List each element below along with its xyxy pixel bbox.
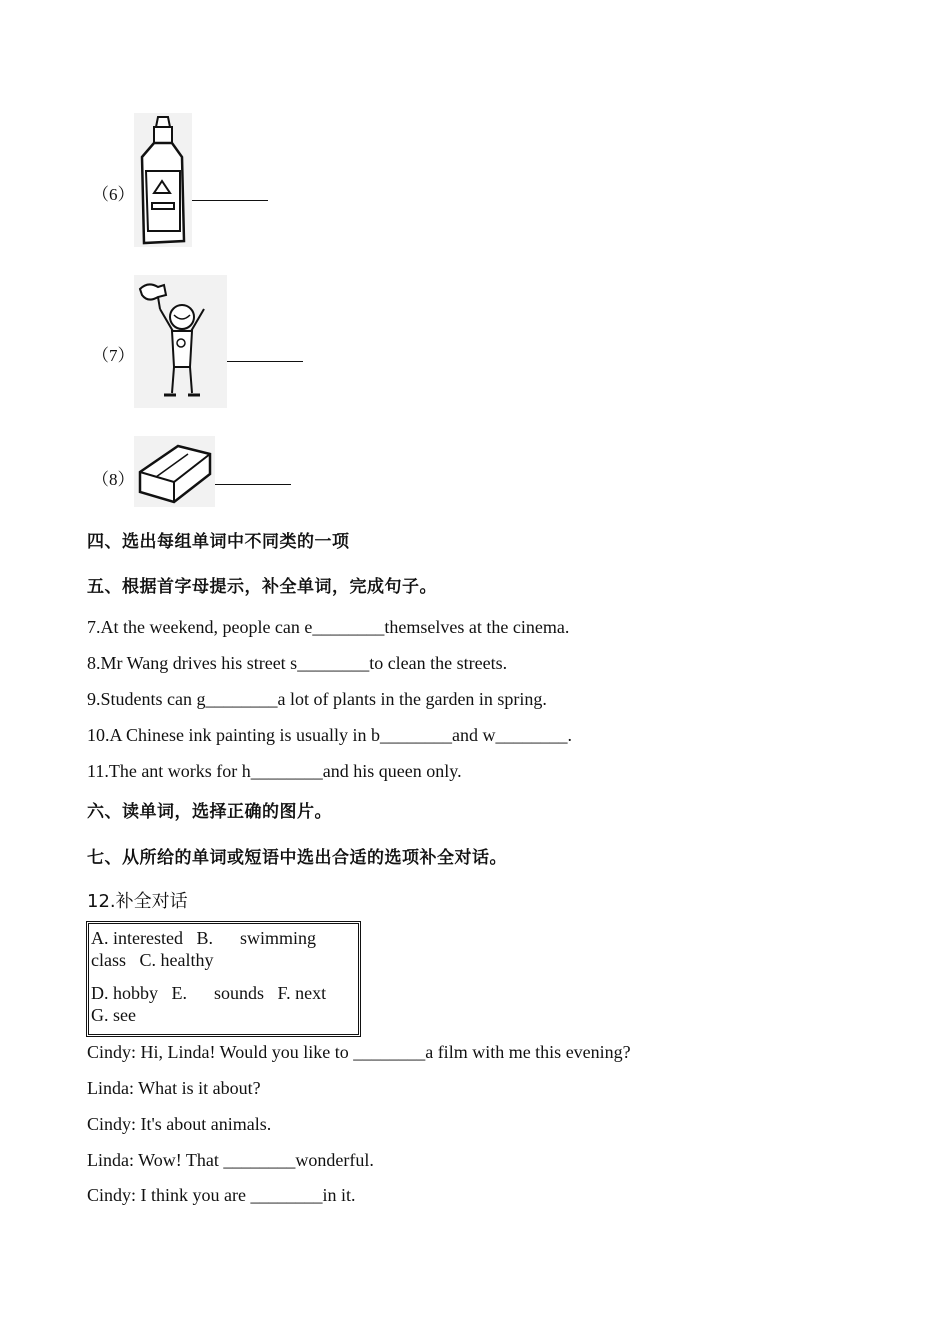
- item-8-label: （8）: [92, 470, 135, 489]
- options-line-4: G. see: [91, 1005, 136, 1025]
- dialogue-line-3: Cindy: It's about animals.: [87, 1114, 272, 1134]
- item-7-label: （7）: [92, 346, 135, 365]
- question-12-title: [87, 887, 188, 913]
- options-line-2: class C. healthy: [91, 950, 214, 970]
- dialogue-line-2: Linda: What is it about?: [87, 1078, 261, 1098]
- section-seven-heading: 七、从所给的单词或短语中选出合适的选项补全对话。: [87, 848, 507, 868]
- eraser-icon: [134, 436, 215, 507]
- section-five-heading: 五、根据首字母提示，补全单词，完成句子。: [87, 577, 437, 597]
- section-six-heading: 六、读单词，选择正确的图片。: [87, 802, 332, 822]
- dialogue-line-4: Linda: Wow! That ________wonderful.: [87, 1150, 374, 1170]
- item-6-label: （6）: [92, 185, 135, 204]
- dialogue-line-1: Cindy: Hi, Linda! Would you like to ________a film with me this evening?: [87, 1042, 631, 1062]
- options-line-1: A. interested B. swimming: [91, 928, 316, 948]
- glue-bottle-icon: [134, 113, 192, 247]
- section-four-heading: 四、选出每组单词中不同类的一项: [87, 532, 350, 552]
- options-box: [86, 921, 361, 1037]
- dialogue-line-5: Cindy: I think you are ________in it.: [87, 1185, 356, 1205]
- question-12-title-text: 12.补全对话: [87, 891, 188, 912]
- item-7-answer-blank[interactable]: [227, 347, 303, 362]
- boy-with-trophy-icon: [134, 275, 227, 408]
- options-line-3: D. hobby E. sounds F. next: [91, 983, 327, 1003]
- item-6-answer-blank[interactable]: [192, 186, 268, 201]
- sentence-9: 9.Students can g________a lot of plants in the garden in spring.: [87, 689, 547, 709]
- sentence-11: 11.The ant works for h________and his queen only.: [87, 761, 462, 781]
- sentence-10: 10.A Chinese ink painting is usually in b________and w________.: [87, 725, 572, 745]
- sentence-8: 8.Mr Wang drives his street s________to clean the streets.: [87, 653, 508, 673]
- sentence-7: 7.At the weekend, people can e________themselves at the cinema.: [87, 617, 570, 637]
- item-8-answer-blank[interactable]: [215, 470, 291, 485]
